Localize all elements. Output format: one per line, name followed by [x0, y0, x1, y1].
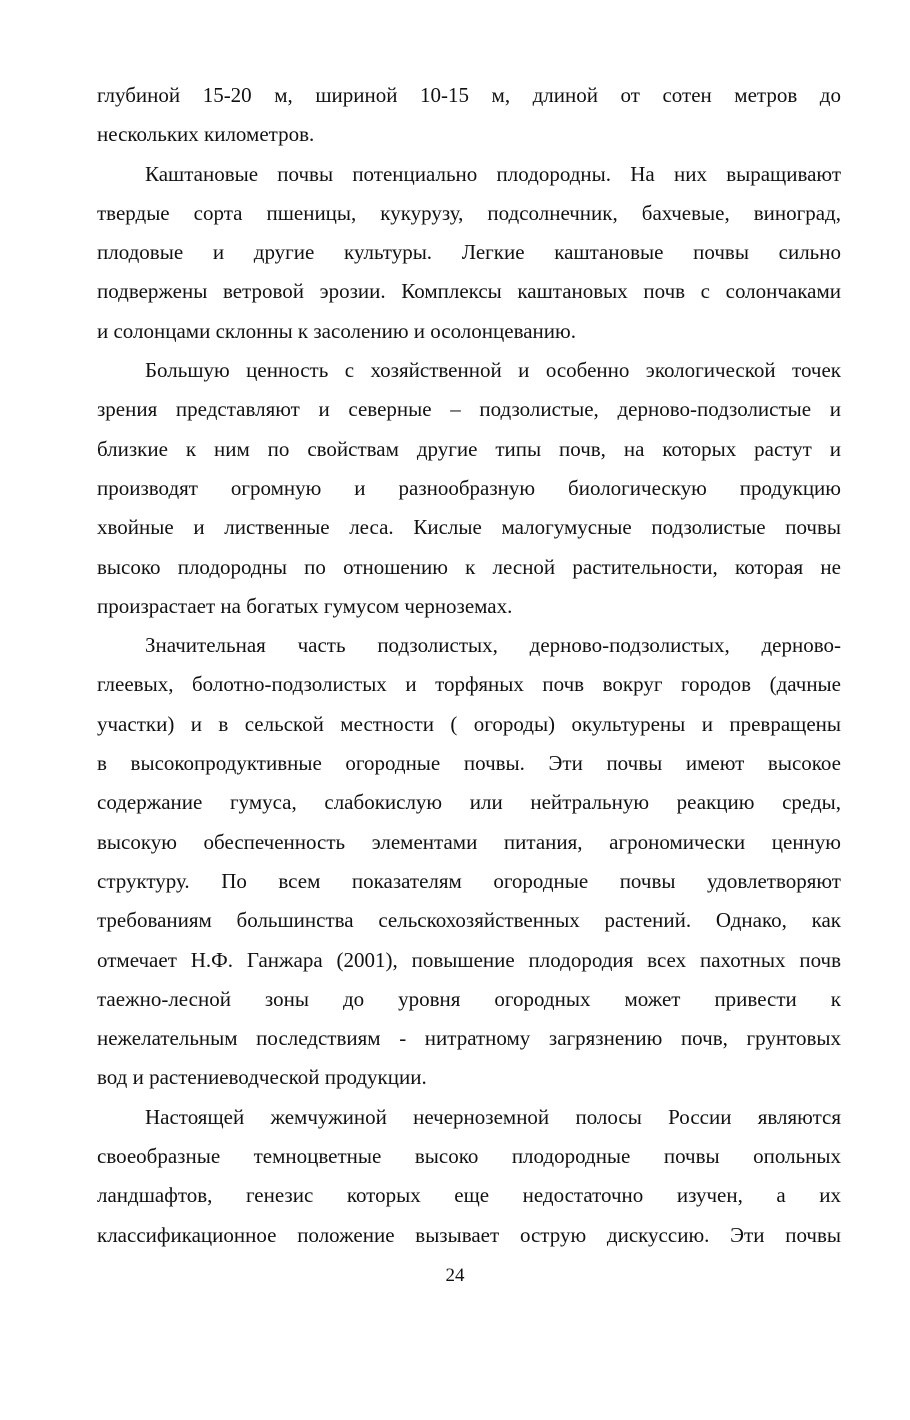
paragraph — [97, 155, 841, 351]
text-line: вод и растениеводческой продукции. — [97, 1065, 427, 1090]
text-line: Каштановые почвы потенциально плодородны. На них выращивают — [145, 161, 841, 186]
text-line: Настоящей жемчужиной нечерноземной полосы России являются — [145, 1104, 841, 1129]
text-line: высоко плодородны по отношению к лесной растительности, которая не — [97, 554, 841, 579]
body-text — [97, 76, 841, 1255]
text-line: своеобразные темноцветные высоко плодородные почвы опольных — [97, 1144, 841, 1169]
text-line: содержание гумуса, слабокислую или нейтральную реакцию среды, — [97, 790, 841, 815]
text-line: твердые сорта пшеницы, кукурузу, подсолнечник, бахчевые, виноград, — [97, 200, 841, 225]
text-line: Значительная часть подзолистых, дерново-подзолистых, дерново- — [145, 633, 841, 658]
paragraph — [97, 1098, 841, 1255]
text-line: участки) и в сельской местности ( огороды) окультурены и превращены — [97, 711, 841, 736]
text-line: хвойные и лиственные леса. Кислые малогумусные подзолистые почвы — [97, 515, 841, 540]
text-line: глеевых, болотно-подзолистых и торфяных почв вокруг городов (дачные — [97, 672, 841, 697]
text-line: подвержены ветровой эрозии. Комплексы каштановых почв с солончаками — [97, 279, 841, 304]
text-line: Большую ценность с хозяйственной и особенно экологической точек — [145, 358, 841, 383]
text-line: производят огромную и разнообразную биологическую продукцию — [97, 475, 841, 500]
text-line: таежно-лесной зоны до уровня огородных может привести к — [97, 986, 841, 1011]
paragraph — [97, 626, 841, 1098]
text-line: нежелательным последствиям - нитратному загрязнению почв, грунтовых — [97, 1026, 841, 1051]
text-line: и солонцами склонны к засолению и осолонцеванию. — [97, 318, 576, 343]
paragraph — [97, 76, 841, 155]
text-line: близкие к ним по свойствам другие типы почв, на которых растут и — [97, 436, 841, 461]
page-number: 24 — [445, 1265, 465, 1286]
text-line: отмечает Н.Ф. Ганжара (2001), повышение плодородия всех пахотных почв — [97, 947, 841, 972]
text-line: зрения представляют и северные – подзолистые, дерново-подзолистые и — [97, 397, 841, 422]
text-line: произрастает на богатых гумусом черноземах. — [97, 593, 513, 618]
text-line: классификационное положение вызывает острую дискуссию. Эти почвы — [97, 1222, 841, 1247]
text-line: ландшафтов, генезис которых еще недостаточно изучен, а их — [97, 1183, 841, 1208]
text-line: глубиной 15-20 м, шириной 10-15 м, длиной от сотен метров до — [97, 83, 841, 107]
text-line: в высокопродуктивные огородные почвы. Эти почвы имеют высокое — [97, 751, 841, 776]
text-line: высокую обеспеченность элементами питания, агрономически ценную — [97, 829, 841, 854]
text-line: структуру. По всем показателям огородные почвы удовлетворяют — [97, 868, 841, 893]
text-line: нескольких километров. — [97, 122, 315, 147]
paragraph — [97, 351, 841, 626]
text-line: требованиям большинства сельскохозяйственных растений. Однако, как — [97, 908, 841, 933]
text-line: плодовые и другие культуры. Легкие каштановые почвы сильно — [97, 240, 841, 265]
